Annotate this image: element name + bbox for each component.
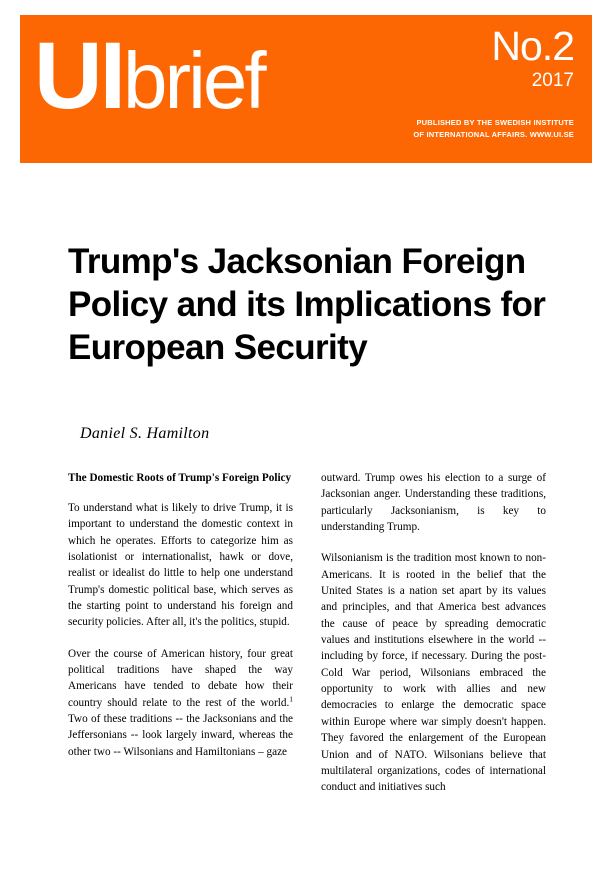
logo-secondary-text: brief <box>123 36 264 125</box>
masthead-banner <box>20 15 592 163</box>
logo-primary-text: UI <box>34 23 123 129</box>
publisher-line-2: OF INTERNATIONAL AFFAIRS. WWW.UI.SE <box>413 130 574 140</box>
paragraph-text-after-footnote: Two of these traditions -- the Jacksonians and the Jeffersonians -- look largely inward, whereas the other two -- Wilsonians and Hamiltonians – gaze <box>68 713 293 758</box>
page-title: Trump's Jacksonian Foreign Policy and its Implications for European Security <box>68 242 546 367</box>
right-column <box>321 470 546 796</box>
publisher-line-1: PUBLISHED BY THE SWEDISH INSTITUTE <box>416 118 574 127</box>
article-body <box>68 470 546 796</box>
author-byline: Daniel S. Hamilton <box>80 425 210 442</box>
paragraph-with-footnote <box>68 646 293 760</box>
issue-year: 2017 <box>531 70 574 92</box>
paragraph: Wilsonianism is the tradition most known to non-Americans. It is rooted in the belief that the United States is a nation set apart by its values and principles, and that America best advances the cause of peace by spreading democratic values and institutions elsewhere in the world -- including by force, if necessary. During the post-Cold War period, Wilsonians embraced the opportunity to work with allies and new democracies to enlarge the democratic space within Europe where war simply doesn't happen. They favored the enlargement of the European Union and of NATO. Wilsonians believe that multilateral organizations, codes of international conduct and initiatives such <box>321 552 546 794</box>
issue-block <box>491 25 574 94</box>
paragraph: outward. Trump owes his election to a surge of Jacksonian anger. Understanding these traditions, particularly Jacksonianism, is key to understanding Trump. <box>321 472 546 534</box>
issue-number: No.2 <box>491 23 574 69</box>
paragraph-text-before-footnote: Over the course of American history, four great political traditions have shaped the way Americans have tended to debate how their country should relate to the rest of the world. <box>68 647 293 709</box>
paragraph: To understand what is likely to drive Trump, it is important to understand the domestic context in which he operates. Efforts to categorize him as isolationist or internationalist, hawk or dove, realist or idealist do little to help one understand Trump's domestic political base, which serves as the starting point to understand his foreign and security policies. After all, it's the politics, stupid. <box>68 502 293 629</box>
left-column <box>68 470 293 796</box>
publisher-info <box>413 117 574 142</box>
section-heading: The Domestic Roots of Trump's Foreign Policy <box>68 472 292 484</box>
footnote-marker[interactable]: 1 <box>289 694 293 704</box>
ui-brief-logo <box>34 23 264 129</box>
